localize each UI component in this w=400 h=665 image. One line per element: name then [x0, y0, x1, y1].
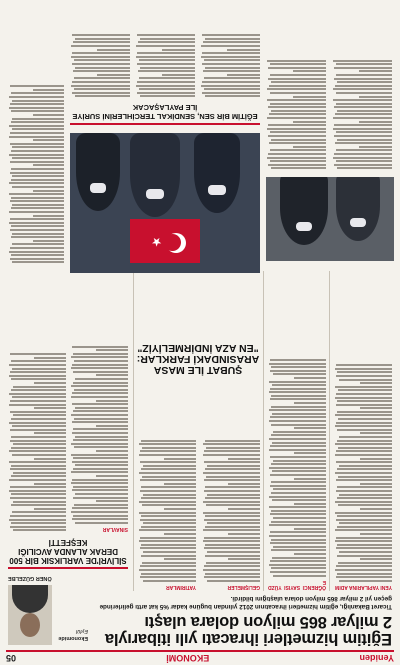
- text-column-2: [268, 271, 326, 591]
- body-copy: [332, 60, 392, 170]
- body-copy: [268, 359, 326, 577]
- body-copy: [8, 85, 64, 263]
- author-photo: [8, 585, 52, 645]
- bottom-left-column-1: [332, 5, 392, 171]
- page-header: [0, 652, 400, 665]
- right-column: [8, 5, 64, 265]
- turkish-flag-image: ★: [130, 219, 200, 263]
- main-photo: [70, 133, 260, 273]
- newspaper-logo: Yeniden: [359, 653, 394, 664]
- bottom-story-headline: EĞİTİM BİR SEN, SENDİKAL TERCİHLERİNİ SURİYE İLE PAYLAŞACAK: [72, 103, 258, 121]
- main-headline: Eğitim hizmetleri ihracatı yılı itibarıyla 2 milyar 865 milyon dolara ulaştı: [105, 613, 392, 648]
- body-copy: [202, 440, 260, 582]
- body-copy: [200, 34, 260, 97]
- subhead: YATIRIMLAR: [166, 584, 196, 590]
- side-story-box: [8, 567, 128, 569]
- subhead: YENI YAPILARINA ADIM: [335, 584, 392, 590]
- body-copy: [8, 353, 66, 531]
- body-copy: [138, 440, 196, 582]
- author-box: [8, 565, 88, 645]
- page-number: 05: [6, 653, 17, 664]
- bottom-left-column-2: [266, 5, 326, 171]
- main-deck: Ticaret Bakanlığı, eğitim hizmetleri ihracatının 2012 yılından bugüne kadar %5 kat arttı gelirlerinde geçen yıl 2 milyar 865 milyon dolara ulaştığını bildirdi.: [99, 595, 392, 610]
- side-photo: [266, 177, 394, 261]
- author-name: ÖNER GÜZELBE: [8, 575, 52, 581]
- body-copy: [135, 34, 195, 97]
- body-copy: [70, 34, 130, 97]
- bottom-column-2: [135, 5, 195, 99]
- author-column-title: Ekonomide Eylül: [58, 628, 88, 641]
- middle-story-headline: ŞUBAT İLE MASA ARASINDAKİ FARKLAR: "EN AZA İNDİRMELİYİZ": [136, 342, 260, 376]
- bottom-column-1: [200, 5, 260, 99]
- bottom-story-box: [70, 123, 260, 125]
- subhead: ÖĞRENCI SAYISI YÜZDE: [268, 578, 326, 590]
- subhead: GELIŞMELER: [227, 584, 260, 590]
- text-column-1: [334, 271, 392, 591]
- bottom-column-3: [70, 5, 130, 99]
- body-copy: [70, 346, 128, 524]
- subhead: SINAVLAR: [102, 526, 128, 532]
- text-column-3: [202, 381, 260, 591]
- section-label: EKONOMİ: [166, 653, 210, 664]
- text-column-4: [138, 381, 196, 591]
- side-column-1: [70, 273, 128, 533]
- side-column-2: [8, 273, 66, 533]
- body-copy: [266, 60, 326, 170]
- body-copy: [334, 364, 392, 582]
- header-rule: [6, 650, 394, 652]
- side-story-headline: SİLİVRİ'DE VARLIKSIK BİR 500 DERAK ALANDA AVCILIĞI KEŞFETTİ: [9, 538, 127, 565]
